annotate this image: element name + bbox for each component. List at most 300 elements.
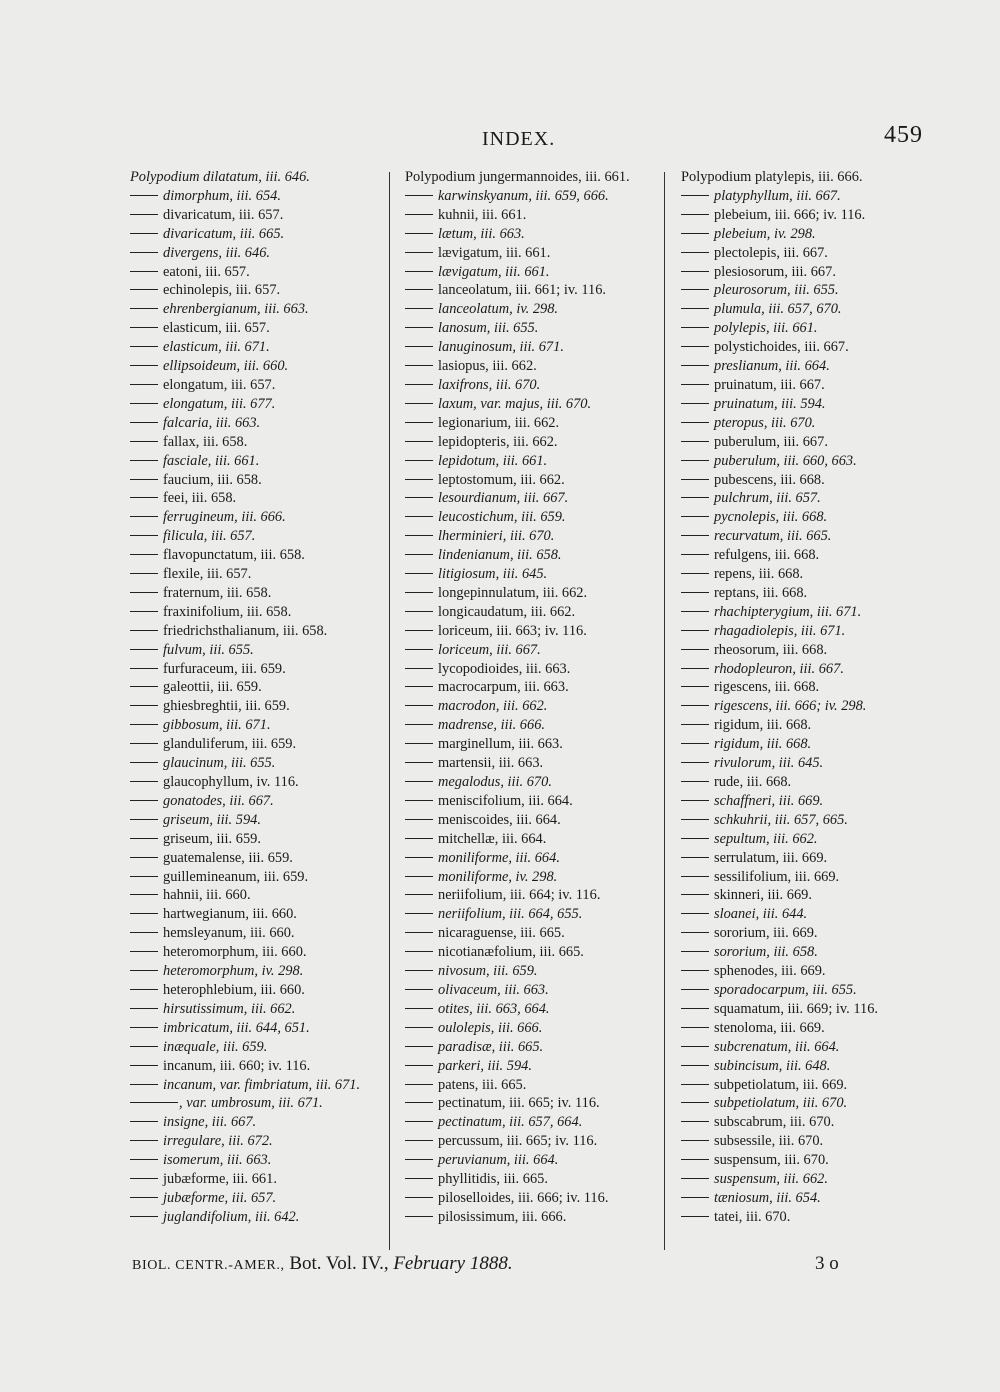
index-entry-text: ellipsoideum, iii. 660. — [163, 358, 289, 375]
index-entry-text: , var. umbrosum, iii. 671. — [179, 1095, 323, 1112]
index-entry-text: lanceolatum, iii. 661; iv. 116. — [438, 282, 606, 299]
index-entry — [405, 319, 650, 338]
index-entry — [405, 1189, 650, 1208]
index-entry — [405, 603, 650, 622]
index-entry — [130, 319, 380, 338]
index-entry — [405, 924, 650, 943]
index-entry-text: kuhnii, iii. 661. — [438, 206, 527, 223]
index-entry-text: irregulare, iii. 672. — [163, 1133, 273, 1150]
index-entry — [681, 527, 917, 546]
index-entry-text: divaricatum, iii. 665. — [163, 225, 285, 242]
index-entry-text: guillemineanum, iii. 659. — [163, 868, 309, 885]
index-entry-text: laxifrons, iii. 670. — [438, 376, 541, 393]
index-entry — [130, 452, 380, 471]
index-entry — [681, 754, 917, 773]
index-entry — [405, 244, 650, 263]
index-entry — [405, 1094, 650, 1113]
index-entry-text: plectolepis, iii. 667. — [714, 244, 828, 261]
index-entry — [405, 735, 650, 754]
index-entry — [130, 376, 380, 395]
index-entry — [130, 1170, 380, 1189]
index-entry-text: Polypodium platylepis, iii. 666. — [681, 169, 863, 185]
index-entry — [681, 1038, 917, 1057]
index-entry-text: furfuraceum, iii. 659. — [163, 660, 286, 677]
index-entry-text: tæniosum, iii. 654. — [714, 1189, 821, 1206]
index-entry — [681, 849, 917, 868]
index-entry — [681, 697, 917, 716]
index-entry — [130, 792, 380, 811]
index-entry — [405, 433, 650, 452]
index-entry-text: griseum, iii. 659. — [163, 830, 261, 847]
index-entry — [681, 1057, 917, 1076]
index-entry — [681, 584, 917, 603]
index-entry — [405, 508, 650, 527]
index-entry-text: gibbosum, iii. 671. — [163, 717, 271, 734]
index-entry — [130, 414, 380, 433]
index-entry — [681, 622, 917, 641]
index-entry — [405, 206, 650, 225]
index-entry — [130, 168, 380, 187]
index-entry — [130, 981, 380, 1000]
index-entry — [130, 962, 380, 981]
index-entry — [405, 1019, 650, 1038]
index-entry-text: olivaceum, iii. 663. — [438, 981, 549, 998]
index-entry — [405, 849, 650, 868]
index-entry — [681, 1189, 917, 1208]
index-entry — [130, 603, 380, 622]
index-entry-text: lepidotum, iii. 661. — [438, 452, 548, 469]
index-entry — [681, 206, 917, 225]
index-entry — [681, 981, 917, 1000]
index-entry-text: flavopunctatum, iii. 658. — [163, 547, 305, 564]
index-entry-text: echinolepis, iii. 657. — [163, 282, 281, 299]
index-entry — [405, 300, 650, 319]
index-entry — [681, 1113, 917, 1132]
index-entry — [405, 792, 650, 811]
index-entry — [130, 546, 380, 565]
index-entry-text: ferrugineum, iii. 666. — [163, 509, 286, 526]
index-entry — [405, 660, 650, 679]
index-entry — [681, 471, 917, 490]
index-entry — [681, 641, 917, 660]
index-entry-text: pulchrum, iii. 657. — [714, 490, 821, 507]
index-entry-text: glanduliferum, iii. 659. — [163, 736, 297, 753]
index-entry-text: legionarium, iii. 662. — [438, 414, 560, 431]
index-entry — [130, 244, 380, 263]
index-entry-text: rhodopleuron, iii. 667. — [714, 660, 844, 677]
index-entry-text: suspensum, iii. 670. — [714, 1152, 829, 1169]
footer-date: February 1888. — [393, 1253, 513, 1274]
index-entry-text: recurvatum, iii. 665. — [714, 528, 832, 545]
index-entry-text: schaffneri, iii. 669. — [714, 792, 824, 809]
index-entry — [405, 943, 650, 962]
footer-imprint — [132, 1253, 513, 1275]
index-entry-text: glaucinum, iii. 655. — [163, 755, 276, 772]
index-entry — [681, 678, 917, 697]
index-entry-text: patens, iii. 665. — [438, 1076, 527, 1093]
index-entry — [130, 641, 380, 660]
index-entry — [130, 1132, 380, 1151]
index-entry — [130, 281, 380, 300]
index-entry-text: lasiopus, iii. 662. — [438, 358, 537, 375]
index-entry-text: macrodon, iii. 662. — [438, 698, 548, 715]
index-entry-text: plebeium, iv. 298. — [714, 225, 816, 242]
index-entry — [130, 1019, 380, 1038]
index-entry-text: loriceum, iii. 663; iv. 116. — [438, 622, 587, 639]
index-entry — [405, 1170, 650, 1189]
index-entry — [130, 206, 380, 225]
index-entry — [130, 1000, 380, 1019]
index-entry — [130, 830, 380, 849]
index-entry-text: nivosum, iii. 659. — [438, 963, 538, 980]
index-entry — [681, 716, 917, 735]
index-entry — [681, 1151, 917, 1170]
index-entry — [130, 433, 380, 452]
index-entry-text: fasciale, iii. 661. — [163, 452, 260, 469]
index-entry-text: lepidopteris, iii. 662. — [438, 433, 558, 450]
index-entry-text: Polypodium jungermannoides, iii. 661. — [405, 169, 630, 185]
index-entry — [405, 641, 650, 660]
index-entry-text: lanceolatum, iv. 298. — [438, 301, 559, 318]
index-entry — [130, 263, 380, 282]
index-entry — [681, 962, 917, 981]
index-entry-text: ehrenbergianum, iii. 663. — [163, 301, 309, 318]
index-entry-text: subcrenatum, iii. 664. — [714, 1038, 840, 1055]
index-entry-text: sporadocarpum, iii. 655. — [714, 981, 857, 998]
index-entry — [681, 1019, 917, 1038]
index-entry-text: rigidum, iii. 668. — [714, 717, 812, 734]
index-entry-text: lævigatum, iii. 661. — [438, 244, 551, 261]
index-entry-text: rhagadiolepis, iii. 671. — [714, 622, 846, 639]
index-entry-text: subsessile, iii. 670. — [714, 1133, 824, 1150]
index-entry — [130, 886, 380, 905]
index-entry — [130, 1076, 380, 1095]
index-entry-text: hirsutissimum, iii. 662. — [163, 1000, 296, 1017]
index-entry-text: longepinnulatum, iii. 662. — [438, 584, 588, 601]
index-entry — [681, 508, 917, 527]
index-entry — [681, 263, 917, 282]
index-entry-text: rude, iii. 668. — [714, 774, 792, 790]
index-entry — [405, 1076, 650, 1095]
index-entry — [130, 338, 380, 357]
index-entry — [405, 886, 650, 905]
index-entry-text: meniscoides, iii. 664. — [438, 811, 561, 828]
index-entry-text: meniscifolium, iii. 664. — [438, 792, 573, 809]
index-entry-text: laxum, var. majus, iii. 670. — [438, 395, 592, 412]
index-entry — [405, 1057, 650, 1076]
index-entry — [405, 1038, 650, 1057]
index-entry-text: divergens, iii. 646. — [163, 244, 270, 261]
index-entry-text: fraternum, iii. 658. — [163, 584, 272, 601]
index-entry — [130, 225, 380, 244]
index-entry — [405, 471, 650, 490]
index-entry-text: serrulatum, iii. 669. — [714, 849, 828, 866]
index-entry — [405, 773, 650, 792]
index-entry-text: rigescens, iii. 668. — [714, 679, 820, 696]
page-footer — [130, 1253, 930, 1281]
index-entry-text: elongatum, iii. 677. — [163, 395, 276, 412]
index-entry — [405, 187, 650, 206]
index-entry — [405, 452, 650, 471]
index-entry — [681, 225, 917, 244]
index-entry — [405, 584, 650, 603]
index-entry-text: tatei, iii. 670. — [714, 1208, 791, 1225]
index-entry-text: refulgens, iii. 668. — [714, 547, 820, 564]
index-entry-text: karwinskyanum, iii. 659, 666. — [438, 187, 609, 204]
index-entry-text: ghiesbreghtii, iii. 659. — [163, 698, 290, 715]
running-title: INDEX. — [482, 128, 556, 150]
index-entry-text: jubæforme, iii. 661. — [163, 1171, 277, 1188]
index-entry-text: neriifolium, iii. 664; iv. 116. — [438, 887, 601, 904]
index-entry-text: incanum, var. fimbriatum, iii. 671. — [163, 1076, 361, 1093]
index-entry — [130, 395, 380, 414]
index-entry — [681, 168, 917, 187]
index-entry-text: inæquale, iii. 659. — [163, 1038, 268, 1055]
index-entry — [405, 489, 650, 508]
index-entry-text: incanum, iii. 660; iv. 116. — [163, 1057, 311, 1074]
index-entry-text: sloanei, iii. 644. — [714, 906, 808, 923]
index-entry — [130, 1208, 380, 1227]
index-entry-text: megalodus, iii. 670. — [438, 774, 552, 790]
index-entry — [681, 1170, 917, 1189]
index-entry-text: marginellum, iii. 663. — [438, 736, 563, 753]
index-entry — [405, 754, 650, 773]
index-entry-text: fulvum, iii. 655. — [163, 641, 254, 658]
index-entry-text: mitchellæ, iii. 664. — [438, 830, 547, 847]
index-entry-text: subscabrum, iii. 670. — [714, 1114, 835, 1131]
index-entry-text: friedrichsthalianum, iii. 658. — [163, 622, 328, 639]
index-entry-text: piloselloides, iii. 666; iv. 116. — [438, 1189, 609, 1206]
index-entry — [130, 471, 380, 490]
index-entry-text: pruinatum, iii. 594. — [714, 395, 826, 412]
index-entry-text: rigescens, iii. 666; iv. 298. — [714, 698, 867, 715]
index-entry-text: flexile, iii. 657. — [163, 566, 252, 583]
index-entry — [681, 905, 917, 924]
index-entry-text: galeottii, iii. 659. — [163, 679, 262, 696]
index-entry-text: reptans, iii. 668. — [714, 584, 808, 601]
index-entry — [681, 357, 917, 376]
index-entry-text: plebeium, iii. 666; iv. 116. — [714, 206, 866, 223]
index-entry — [130, 943, 380, 962]
index-entry-text: otites, iii. 663, 664. — [438, 1000, 550, 1017]
index-entry-text: griseum, iii. 594. — [163, 811, 261, 828]
index-entry-text: lindenianum, iii. 658. — [438, 547, 562, 564]
index-entry-text: lævigatum, iii. 661. — [438, 263, 550, 280]
index-entry-text: subpetiolatum, iii. 670. — [714, 1095, 848, 1112]
index-entry-text: elasticum, iii. 671. — [163, 339, 270, 356]
index-entry-text: feei, iii. 658. — [163, 490, 237, 507]
index-entry — [681, 811, 917, 830]
index-entry-text: leptostomum, iii. 662. — [438, 471, 565, 488]
index-entry — [681, 1076, 917, 1095]
index-column-3 — [681, 168, 917, 1227]
index-entry — [681, 735, 917, 754]
index-entry — [130, 1057, 380, 1076]
index-entry-text: lycopodioides, iii. 663. — [438, 660, 571, 677]
index-entry-text: fallax, iii. 658. — [163, 433, 248, 450]
index-entry — [130, 697, 380, 716]
index-entry — [130, 1189, 380, 1208]
index-entry-text: nicaraguense, iii. 665. — [438, 925, 565, 942]
index-entry-text: phyllitidis, iii. 665. — [438, 1171, 548, 1188]
index-entry-text: skinneri, iii. 669. — [714, 887, 812, 904]
index-entry-text: sororium, iii. 669. — [714, 925, 818, 942]
index-entry-text: peruvianum, iii. 664. — [438, 1152, 559, 1169]
index-entry-text: dimorphum, iii. 654. — [163, 187, 281, 204]
index-entry-text: pleurosorum, iii. 655. — [714, 282, 839, 299]
index-entry-text: longicaudatum, iii. 662. — [438, 603, 576, 620]
index-entry-text: schkuhrii, iii. 657, 665. — [714, 811, 848, 828]
index-entry-text: moniliforme, iii. 664. — [438, 849, 560, 866]
index-entry-text: madrense, iii. 666. — [438, 717, 545, 734]
index-entry-text: Polypodium dilatatum, iii. 646. — [130, 169, 310, 185]
index-entry-text: nicotianæfolium, iii. 665. — [438, 944, 584, 961]
index-entry-text: lanosum, iii. 655. — [438, 320, 539, 337]
index-entry-text: puberulum, iii. 660, 663. — [714, 452, 857, 469]
index-entry — [130, 622, 380, 641]
footer-publication: BIOL. CENTR.-AMER., — [132, 1258, 285, 1273]
index-entry-text: glaucophyllum, iv. 116. — [163, 774, 299, 790]
index-entry — [405, 357, 650, 376]
index-entry-text: loriceum, iii. 667. — [438, 641, 541, 658]
index-entry — [130, 660, 380, 679]
index-entry — [681, 433, 917, 452]
index-entry — [405, 281, 650, 300]
index-entry-text: percussum, iii. 665; iv. 116. — [438, 1133, 598, 1150]
index-entry — [681, 281, 917, 300]
index-entry-text: subpetiolatum, iii. 669. — [714, 1076, 848, 1093]
index-entry-text: filicula, iii. 657. — [163, 528, 256, 545]
index-entry-text: sororium, iii. 658. — [714, 944, 818, 961]
index-entry-text: neriifolium, iii. 664, 655. — [438, 906, 583, 923]
index-entry-text: falcaria, iii. 663. — [163, 414, 261, 431]
index-entry — [405, 395, 650, 414]
index-entry-text: lætum, iii. 663. — [438, 225, 525, 242]
index-entry — [405, 905, 650, 924]
index-entry-text: hahnii, iii. 660. — [163, 887, 251, 904]
index-entry — [130, 754, 380, 773]
index-entry-text: hartwegianum, iii. 660. — [163, 906, 297, 923]
index-entry — [681, 1132, 917, 1151]
index-entry-text: eatoni, iii. 657. — [163, 263, 250, 280]
index-entry — [130, 584, 380, 603]
index-entry — [405, 1000, 650, 1019]
index-entry-text: litigiosum, iii. 645. — [438, 566, 548, 583]
index-entry-text: moniliforme, iv. 298. — [438, 868, 558, 885]
index-entry-text: preslianum, iii. 664. — [714, 358, 830, 375]
index-entry-text: elongatum, iii. 657. — [163, 376, 276, 393]
index-entry — [681, 546, 917, 565]
index-entry-text: heterophlebium, iii. 660. — [163, 981, 305, 998]
index-entry — [405, 678, 650, 697]
index-column-2 — [405, 168, 650, 1227]
column-divider-2 — [664, 172, 665, 1250]
index-entry-text: suspensum, iii. 662. — [714, 1171, 828, 1188]
page-header — [0, 118, 1000, 154]
index-entry — [405, 962, 650, 981]
index-entry — [681, 187, 917, 206]
index-entry — [405, 1151, 650, 1170]
index-entry — [681, 773, 917, 792]
column-divider-1 — [389, 172, 390, 1250]
index-entry-text: polylepis, iii. 661. — [714, 320, 818, 337]
index-entry — [130, 300, 380, 319]
index-entry — [405, 527, 650, 546]
index-entry — [405, 565, 650, 584]
index-entry — [681, 1208, 917, 1227]
index-entry — [681, 792, 917, 811]
index-entry — [405, 263, 650, 282]
index-entry-text: stenoloma, iii. 669. — [714, 1019, 825, 1036]
index-entry — [681, 244, 917, 263]
index-entry-text: heteromorphum, iii. 660. — [163, 944, 307, 961]
index-entry-text: gonatodes, iii. 667. — [163, 792, 274, 809]
index-entry-text: pubescens, iii. 668. — [714, 471, 825, 488]
index-entry-text: pectinatum, iii. 665; iv. 116. — [438, 1095, 600, 1112]
index-entry — [130, 678, 380, 697]
index-entry — [130, 527, 380, 546]
index-entry — [681, 376, 917, 395]
index-entry — [405, 168, 650, 187]
index-entry — [405, 1208, 650, 1227]
index-entry-text: juglandifolium, iii. 642. — [163, 1208, 300, 1225]
index-entry — [681, 414, 917, 433]
index-entry-text: insigne, iii. 667. — [163, 1114, 257, 1131]
index-entry-text: plesiosorum, iii. 667. — [714, 263, 836, 280]
index-entry — [681, 603, 917, 622]
footer-series: Bot. Vol. IV., — [289, 1253, 389, 1274]
index-entry-text: subincisum, iii. 648. — [714, 1057, 831, 1074]
index-entry — [405, 830, 650, 849]
index-entry-text: lanuginosum, iii. 671. — [438, 339, 564, 356]
index-entry — [681, 565, 917, 584]
index-entry — [130, 735, 380, 754]
index-entry — [130, 868, 380, 887]
index-entry-text: hemsleyanum, iii. 660. — [163, 925, 295, 942]
index-entry — [681, 868, 917, 887]
index-entry-text: fraxinifolium, iii. 658. — [163, 603, 292, 620]
index-entry — [681, 319, 917, 338]
index-entry-text: lherminieri, iii. 670. — [438, 528, 555, 545]
index-entry — [681, 489, 917, 508]
index-entry-text: lesourdianum, iii. 667. — [438, 490, 569, 507]
index-entry — [681, 300, 917, 319]
index-entry — [130, 905, 380, 924]
index-entry-text: plumula, iii. 657, 670. — [714, 301, 842, 318]
index-entry-text: rheosorum, iii. 668. — [714, 641, 828, 658]
index-entry — [130, 187, 380, 206]
index-entry — [405, 546, 650, 565]
index-entry-text: faucium, iii. 658. — [163, 471, 262, 488]
index-entry-text: divaricatum, iii. 657. — [163, 206, 284, 223]
index-entry-text: sepultum, iii. 662. — [714, 830, 818, 847]
index-entry-text: heteromorphum, iv. 298. — [163, 963, 304, 980]
index-entry — [681, 830, 917, 849]
index-entry — [405, 868, 650, 887]
index-entry-text: macrocarpum, iii. 663. — [438, 679, 569, 696]
index-entry — [130, 508, 380, 527]
index-entry-text: guatemalense, iii. 659. — [163, 849, 293, 866]
index-entry-text: imbricatum, iii. 644, 651. — [163, 1019, 310, 1036]
index-entry-text: isomerum, iii. 663. — [163, 1152, 272, 1169]
index-entry-text: repens, iii. 668. — [714, 566, 804, 583]
index-entry-text: rivulorum, iii. 645. — [714, 755, 824, 772]
index-entry — [405, 697, 650, 716]
index-entry — [130, 1094, 380, 1113]
index-entry — [405, 1132, 650, 1151]
index-entry-text: rhachipterygium, iii. 671. — [714, 603, 862, 620]
index-entry — [130, 1113, 380, 1132]
